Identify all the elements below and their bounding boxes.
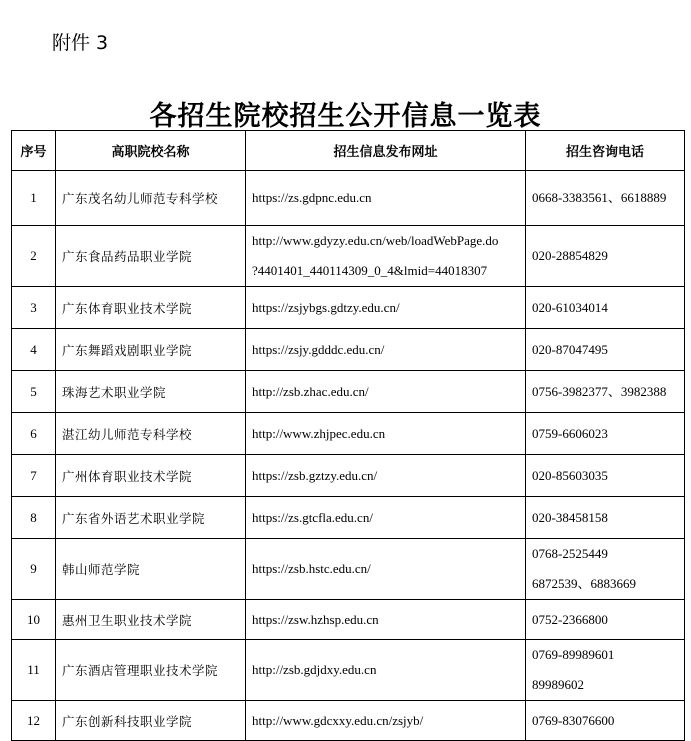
row-index: 7 xyxy=(12,455,56,497)
row-index: 12 xyxy=(12,701,56,741)
consult-phone xyxy=(526,640,685,701)
row-index: 4 xyxy=(12,329,56,371)
website-link-text: https://zsjybgs.gdtzy.edu.cn/ xyxy=(252,299,400,315)
school-website xyxy=(246,329,526,371)
website-link-text: https://zs.gtcfla.edu.cn/ xyxy=(252,509,373,525)
table-row xyxy=(12,287,685,329)
phone-number: 020-28854829 xyxy=(532,248,608,263)
phone-number: 0768-2525449 xyxy=(532,546,608,561)
column-header-index: 序号 xyxy=(12,131,56,171)
consult-phone xyxy=(526,226,685,287)
phone-number: 020-61034014 xyxy=(532,299,608,315)
table-row xyxy=(12,600,685,640)
school-name: 广州体育职业技术学院 xyxy=(56,455,246,497)
phone-number: 89989602 xyxy=(532,677,584,692)
consult-phone xyxy=(526,455,685,497)
website-link-text: https://zsb.gztzy.edu.cn/ xyxy=(252,467,378,483)
consult-phone xyxy=(526,287,685,329)
school-website xyxy=(246,171,526,226)
school-name: 广东体育职业技术学院 xyxy=(56,287,246,329)
school-name: 广东省外语艺术职业学院 xyxy=(56,497,246,539)
consult-phone xyxy=(526,371,685,413)
school-name: 广东食品药品职业学院 xyxy=(56,226,246,287)
column-header-school-name: 高职院校名称 xyxy=(56,131,246,171)
table-row xyxy=(12,171,685,226)
row-index: 1 xyxy=(12,171,56,226)
phone-number: 020-38458158 xyxy=(532,509,608,525)
website-link-text: http://zsb.gdjdxy.edu.cn xyxy=(252,662,377,677)
column-header-phone: 招生咨询电话 xyxy=(526,131,685,171)
website-link-text: https://zs.gdpnc.edu.cn xyxy=(252,190,372,205)
website-link-text: http://www.gdcxxy.edu.cn/zsjyb/ xyxy=(252,712,424,728)
row-index: 2 xyxy=(12,226,56,287)
school-name: 广东酒店管理职业技术学院 xyxy=(56,640,246,701)
website-link-text: https://zsjy.gdddc.edu.cn/ xyxy=(252,341,385,357)
phone-number: 0668-3383561、6618889 xyxy=(532,190,667,205)
website-link-text: https://zsw.hzhsp.edu.cn xyxy=(252,611,379,627)
table-row xyxy=(12,329,685,371)
website-link-text: http://www.zhjpec.edu.cn xyxy=(252,425,386,441)
consult-phone xyxy=(526,329,685,371)
consult-phone xyxy=(526,413,685,455)
school-website xyxy=(246,455,526,497)
school-website xyxy=(246,413,526,455)
page-title: 各招生院校招生公开信息一览表 xyxy=(149,101,542,132)
school-website xyxy=(246,640,526,701)
website-link-text: http://www.gdyzy.edu.cn/web/loadWebPage.do xyxy=(252,233,499,248)
table-row xyxy=(12,226,685,287)
consult-phone xyxy=(526,171,685,226)
school-name: 韩山师范学院 xyxy=(56,539,246,600)
table-header-row xyxy=(12,131,685,171)
row-index: 3 xyxy=(12,287,56,329)
row-index: 6 xyxy=(12,413,56,455)
school-name: 湛江幼儿师范专科学校 xyxy=(56,413,246,455)
school-name: 广东茂名幼儿师范专科学校 xyxy=(56,171,246,226)
row-index: 5 xyxy=(12,371,56,413)
school-name: 惠州卫生职业技术学院 xyxy=(56,600,246,640)
consult-phone xyxy=(526,539,685,600)
consult-phone xyxy=(526,600,685,640)
school-website xyxy=(246,226,526,287)
consult-phone xyxy=(526,701,685,741)
table-body xyxy=(12,171,685,741)
phone-number: 0769-83076600 xyxy=(532,712,615,728)
phone-number: 020-87047495 xyxy=(532,341,608,357)
phone-number: 0759-6606023 xyxy=(532,425,608,441)
school-website xyxy=(246,539,526,600)
admissions-info-table xyxy=(11,130,685,741)
school-website xyxy=(246,701,526,741)
school-website xyxy=(246,371,526,413)
phone-number: 020-85603035 xyxy=(532,467,608,483)
row-index: 11 xyxy=(12,640,56,701)
attachment-label: 附件 3 xyxy=(52,32,109,54)
school-name: 广东舞蹈戏剧职业学院 xyxy=(56,329,246,371)
website-link-text: ?4401401_440114309_0_4&lmid=44018307 xyxy=(252,263,488,278)
row-index: 8 xyxy=(12,497,56,539)
phone-number: 0769-89989601 xyxy=(532,647,615,662)
school-name: 珠海艺术职业学院 xyxy=(56,371,246,413)
consult-phone xyxy=(526,497,685,539)
row-index: 10 xyxy=(12,600,56,640)
table-row xyxy=(12,413,685,455)
table-row xyxy=(12,497,685,539)
phone-number: 0752-2366800 xyxy=(532,611,608,627)
table-row xyxy=(12,701,685,741)
school-name: 广东创新科技职业学院 xyxy=(56,701,246,741)
table-row xyxy=(12,640,685,701)
website-link-text: http://zsb.zhac.edu.cn/ xyxy=(252,383,369,399)
school-website xyxy=(246,287,526,329)
column-header-website: 招生信息发布网址 xyxy=(246,131,526,171)
table-row xyxy=(12,371,685,413)
row-index: 9 xyxy=(12,539,56,600)
table-row xyxy=(12,455,685,497)
table-row xyxy=(12,539,685,600)
website-link-text: https://zsb.hstc.edu.cn/ xyxy=(252,561,371,576)
school-website xyxy=(246,600,526,640)
school-website xyxy=(246,497,526,539)
phone-number: 6872539、6883669 xyxy=(532,576,637,591)
phone-number: 0756-3982377、3982388 xyxy=(532,383,667,399)
